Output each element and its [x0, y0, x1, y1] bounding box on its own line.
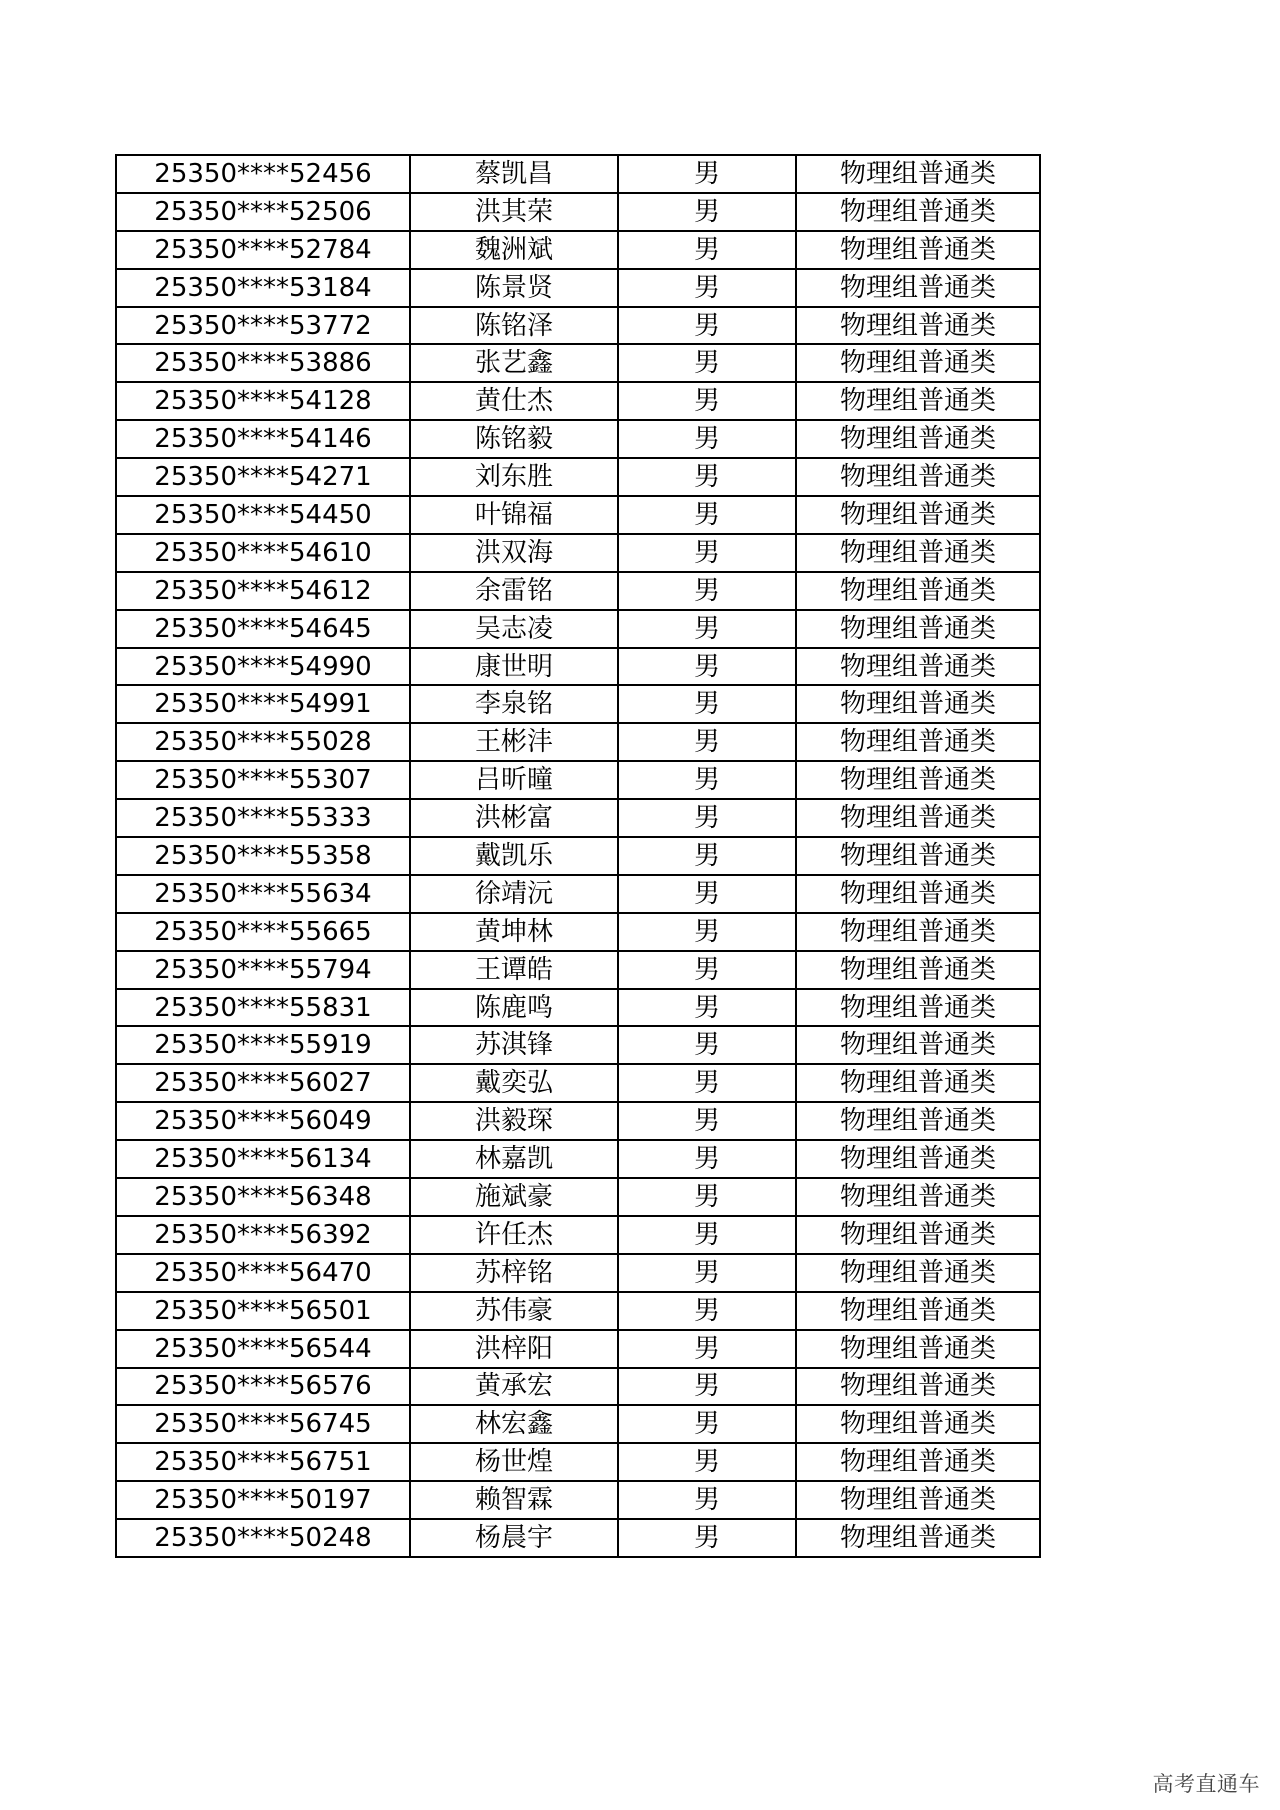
gender-cell: 男: [618, 989, 796, 1027]
table-row: [116, 496, 1040, 534]
category-cell: 物理组普通类: [796, 1481, 1040, 1519]
candidate-id-cell: 25350****54612: [116, 572, 410, 610]
table-row: [116, 1330, 1040, 1368]
candidate-id-cell: 25350****56501: [116, 1292, 410, 1330]
candidate-id-cell: 25350****54146: [116, 420, 410, 458]
category-cell: 物理组普通类: [796, 799, 1040, 837]
gender-cell: 男: [618, 1330, 796, 1368]
student-name-cell: 洪双海: [410, 534, 618, 572]
table-row: [116, 875, 1040, 913]
student-name-cell: 洪其荣: [410, 193, 618, 231]
category-cell: 物理组普通类: [796, 1368, 1040, 1406]
candidate-id-cell: 25350****55794: [116, 951, 410, 989]
table-row: [116, 989, 1040, 1027]
candidate-id-cell: 25350****56544: [116, 1330, 410, 1368]
gender-cell: 男: [618, 1026, 796, 1064]
category-cell: 物理组普通类: [796, 1405, 1040, 1443]
category-cell: 物理组普通类: [796, 723, 1040, 761]
gender-cell: 男: [618, 269, 796, 307]
gender-cell: 男: [618, 231, 796, 269]
table-row: [116, 1026, 1040, 1064]
category-cell: 物理组普通类: [796, 837, 1040, 875]
table-row: [116, 1519, 1040, 1557]
candidate-id-cell: 25350****54271: [116, 458, 410, 496]
student-name-cell: 苏淇锋: [410, 1026, 618, 1064]
candidate-id-cell: 25350****53184: [116, 269, 410, 307]
watermark-text: 高考直通车: [1152, 1772, 1260, 1796]
gender-cell: 男: [618, 420, 796, 458]
category-cell: 物理组普通类: [796, 951, 1040, 989]
gender-cell: 男: [618, 307, 796, 345]
category-cell: 物理组普通类: [796, 382, 1040, 420]
student-name-cell: 戴凯乐: [410, 837, 618, 875]
table-row: [116, 685, 1040, 723]
student-name-cell: 叶锦福: [410, 496, 618, 534]
student-name-cell: 洪彬富: [410, 799, 618, 837]
gender-cell: 男: [618, 1102, 796, 1140]
table-row: [116, 648, 1040, 686]
candidate-id-cell: 25350****50197: [116, 1481, 410, 1519]
table-row: [116, 231, 1040, 269]
candidate-id-cell: 25350****55919: [116, 1026, 410, 1064]
candidate-id-cell: 25350****56027: [116, 1064, 410, 1102]
student-name-cell: 陈铭泽: [410, 307, 618, 345]
student-name-cell: 洪梓阳: [410, 1330, 618, 1368]
candidate-id-cell: 25350****56392: [116, 1216, 410, 1254]
candidate-id-cell: 25350****52784: [116, 231, 410, 269]
candidate-id-cell: 25350****56470: [116, 1254, 410, 1292]
candidate-id-cell: 25350****55831: [116, 989, 410, 1027]
gender-cell: 男: [618, 761, 796, 799]
category-cell: 物理组普通类: [796, 685, 1040, 723]
category-cell: 物理组普通类: [796, 610, 1040, 648]
gender-cell: 男: [618, 685, 796, 723]
student-name-cell: 张艺鑫: [410, 344, 618, 382]
roster-body: [116, 155, 1040, 1557]
gender-cell: 男: [618, 1178, 796, 1216]
student-name-cell: 施斌豪: [410, 1178, 618, 1216]
table-row: [116, 155, 1040, 193]
table-row: [116, 344, 1040, 382]
gender-cell: 男: [618, 1216, 796, 1254]
student-name-cell: 许任杰: [410, 1216, 618, 1254]
student-name-cell: 陈鹿鸣: [410, 989, 618, 1027]
candidate-id-cell: 25350****56134: [116, 1140, 410, 1178]
candidate-id-cell: 25350****56576: [116, 1368, 410, 1406]
category-cell: 物理组普通类: [796, 458, 1040, 496]
gender-cell: 男: [618, 1443, 796, 1481]
gender-cell: 男: [618, 837, 796, 875]
gender-cell: 男: [618, 913, 796, 951]
category-cell: 物理组普通类: [796, 572, 1040, 610]
gender-cell: 男: [618, 799, 796, 837]
table-row: [116, 193, 1040, 231]
category-cell: 物理组普通类: [796, 1140, 1040, 1178]
gender-cell: 男: [618, 1254, 796, 1292]
student-name-cell: 蔡凯昌: [410, 155, 618, 193]
category-cell: 物理组普通类: [796, 420, 1040, 458]
category-cell: 物理组普通类: [796, 1064, 1040, 1102]
candidate-id-cell: 25350****56348: [116, 1178, 410, 1216]
table-row: [116, 1443, 1040, 1481]
gender-cell: 男: [618, 1519, 796, 1557]
student-name-cell: 魏洲斌: [410, 231, 618, 269]
table-row: [116, 1102, 1040, 1140]
gender-cell: 男: [618, 951, 796, 989]
candidate-id-cell: 25350****55333: [116, 799, 410, 837]
gender-cell: 男: [618, 496, 796, 534]
table-row: [116, 269, 1040, 307]
gender-cell: 男: [618, 382, 796, 420]
table-row: [116, 534, 1040, 572]
candidate-id-cell: 25350****54991: [116, 685, 410, 723]
student-name-cell: 林嘉凯: [410, 1140, 618, 1178]
gender-cell: 男: [618, 155, 796, 193]
candidate-id-cell: 25350****50248: [116, 1519, 410, 1557]
student-name-cell: 黄承宏: [410, 1368, 618, 1406]
category-cell: 物理组普通类: [796, 1519, 1040, 1557]
student-name-cell: 戴奕弘: [410, 1064, 618, 1102]
candidate-id-cell: 25350****54645: [116, 610, 410, 648]
category-cell: 物理组普通类: [796, 913, 1040, 951]
gender-cell: 男: [618, 572, 796, 610]
student-name-cell: 杨晨宇: [410, 1519, 618, 1557]
gender-cell: 男: [618, 1368, 796, 1406]
student-name-cell: 杨世煌: [410, 1443, 618, 1481]
table-row: [116, 1292, 1040, 1330]
candidate-id-cell: 25350****54450: [116, 496, 410, 534]
gender-cell: 男: [618, 193, 796, 231]
student-name-cell: 赖智霖: [410, 1481, 618, 1519]
student-name-cell: 黄坤林: [410, 913, 618, 951]
student-name-cell: 余雷铭: [410, 572, 618, 610]
candidate-id-cell: 25350****54610: [116, 534, 410, 572]
table-row: [116, 837, 1040, 875]
candidate-id-cell: 25350****52506: [116, 193, 410, 231]
student-name-cell: 陈铭毅: [410, 420, 618, 458]
category-cell: 物理组普通类: [796, 193, 1040, 231]
gender-cell: 男: [618, 648, 796, 686]
table-row: [116, 1368, 1040, 1406]
table-row: [116, 572, 1040, 610]
table-row: [116, 1481, 1040, 1519]
category-cell: 物理组普通类: [796, 1292, 1040, 1330]
category-cell: 物理组普通类: [796, 875, 1040, 913]
student-name-cell: 苏梓铭: [410, 1254, 618, 1292]
student-name-cell: 徐靖沅: [410, 875, 618, 913]
category-cell: 物理组普通类: [796, 1102, 1040, 1140]
student-name-cell: 苏伟豪: [410, 1292, 618, 1330]
category-cell: 物理组普通类: [796, 307, 1040, 345]
student-name-cell: 刘东胜: [410, 458, 618, 496]
category-cell: 物理组普通类: [796, 534, 1040, 572]
table-row: [116, 382, 1040, 420]
gender-cell: 男: [618, 1140, 796, 1178]
candidate-id-cell: 25350****54990: [116, 648, 410, 686]
category-cell: 物理组普通类: [796, 989, 1040, 1027]
table-row: [116, 1178, 1040, 1216]
candidate-id-cell: 25350****52456: [116, 155, 410, 193]
category-cell: 物理组普通类: [796, 1443, 1040, 1481]
category-cell: 物理组普通类: [796, 269, 1040, 307]
category-cell: 物理组普通类: [796, 496, 1040, 534]
candidate-id-cell: 25350****53886: [116, 344, 410, 382]
gender-cell: 男: [618, 1292, 796, 1330]
table-row: [116, 951, 1040, 989]
table-row: [116, 799, 1040, 837]
student-name-cell: 陈景贤: [410, 269, 618, 307]
gender-cell: 男: [618, 1405, 796, 1443]
category-cell: 物理组普通类: [796, 761, 1040, 799]
student-name-cell: 黄仕杰: [410, 382, 618, 420]
category-cell: 物理组普通类: [796, 1216, 1040, 1254]
candidate-id-cell: 25350****56745: [116, 1405, 410, 1443]
student-name-cell: 王谭皓: [410, 951, 618, 989]
table-row: [116, 610, 1040, 648]
candidate-id-cell: 25350****55307: [116, 761, 410, 799]
gender-cell: 男: [618, 875, 796, 913]
candidate-id-cell: 25350****55665: [116, 913, 410, 951]
table-row: [116, 1216, 1040, 1254]
student-name-cell: 康世明: [410, 648, 618, 686]
student-name-cell: 王彬沣: [410, 723, 618, 761]
table-row: [116, 458, 1040, 496]
student-name-cell: 吕昕曈: [410, 761, 618, 799]
category-cell: 物理组普通类: [796, 648, 1040, 686]
candidate-id-cell: 25350****53772: [116, 307, 410, 345]
candidate-id-cell: 25350****56049: [116, 1102, 410, 1140]
table-row: [116, 761, 1040, 799]
candidate-id-cell: 25350****54128: [116, 382, 410, 420]
table-row: [116, 1140, 1040, 1178]
gender-cell: 男: [618, 723, 796, 761]
category-cell: 物理组普通类: [796, 1254, 1040, 1292]
category-cell: 物理组普通类: [796, 231, 1040, 269]
table-row: [116, 1254, 1040, 1292]
student-name-cell: 洪毅琛: [410, 1102, 618, 1140]
gender-cell: 男: [618, 1064, 796, 1102]
table-row: [116, 420, 1040, 458]
category-cell: 物理组普通类: [796, 1330, 1040, 1368]
category-cell: 物理组普通类: [796, 1178, 1040, 1216]
table-row: [116, 1405, 1040, 1443]
gender-cell: 男: [618, 458, 796, 496]
category-cell: 物理组普通类: [796, 344, 1040, 382]
category-cell: 物理组普通类: [796, 155, 1040, 193]
category-cell: 物理组普通类: [796, 1026, 1040, 1064]
student-roster-table: [115, 154, 1041, 1558]
student-name-cell: 李泉铭: [410, 685, 618, 723]
gender-cell: 男: [618, 1481, 796, 1519]
gender-cell: 男: [618, 534, 796, 572]
candidate-id-cell: 25350****55028: [116, 723, 410, 761]
table-row: [116, 913, 1040, 951]
candidate-id-cell: 25350****55634: [116, 875, 410, 913]
candidate-id-cell: 25350****56751: [116, 1443, 410, 1481]
candidate-id-cell: 25350****55358: [116, 837, 410, 875]
gender-cell: 男: [618, 610, 796, 648]
table-row: [116, 1064, 1040, 1102]
table-row: [116, 723, 1040, 761]
table-row: [116, 307, 1040, 345]
student-name-cell: 林宏鑫: [410, 1405, 618, 1443]
gender-cell: 男: [618, 344, 796, 382]
student-name-cell: 吴志凌: [410, 610, 618, 648]
